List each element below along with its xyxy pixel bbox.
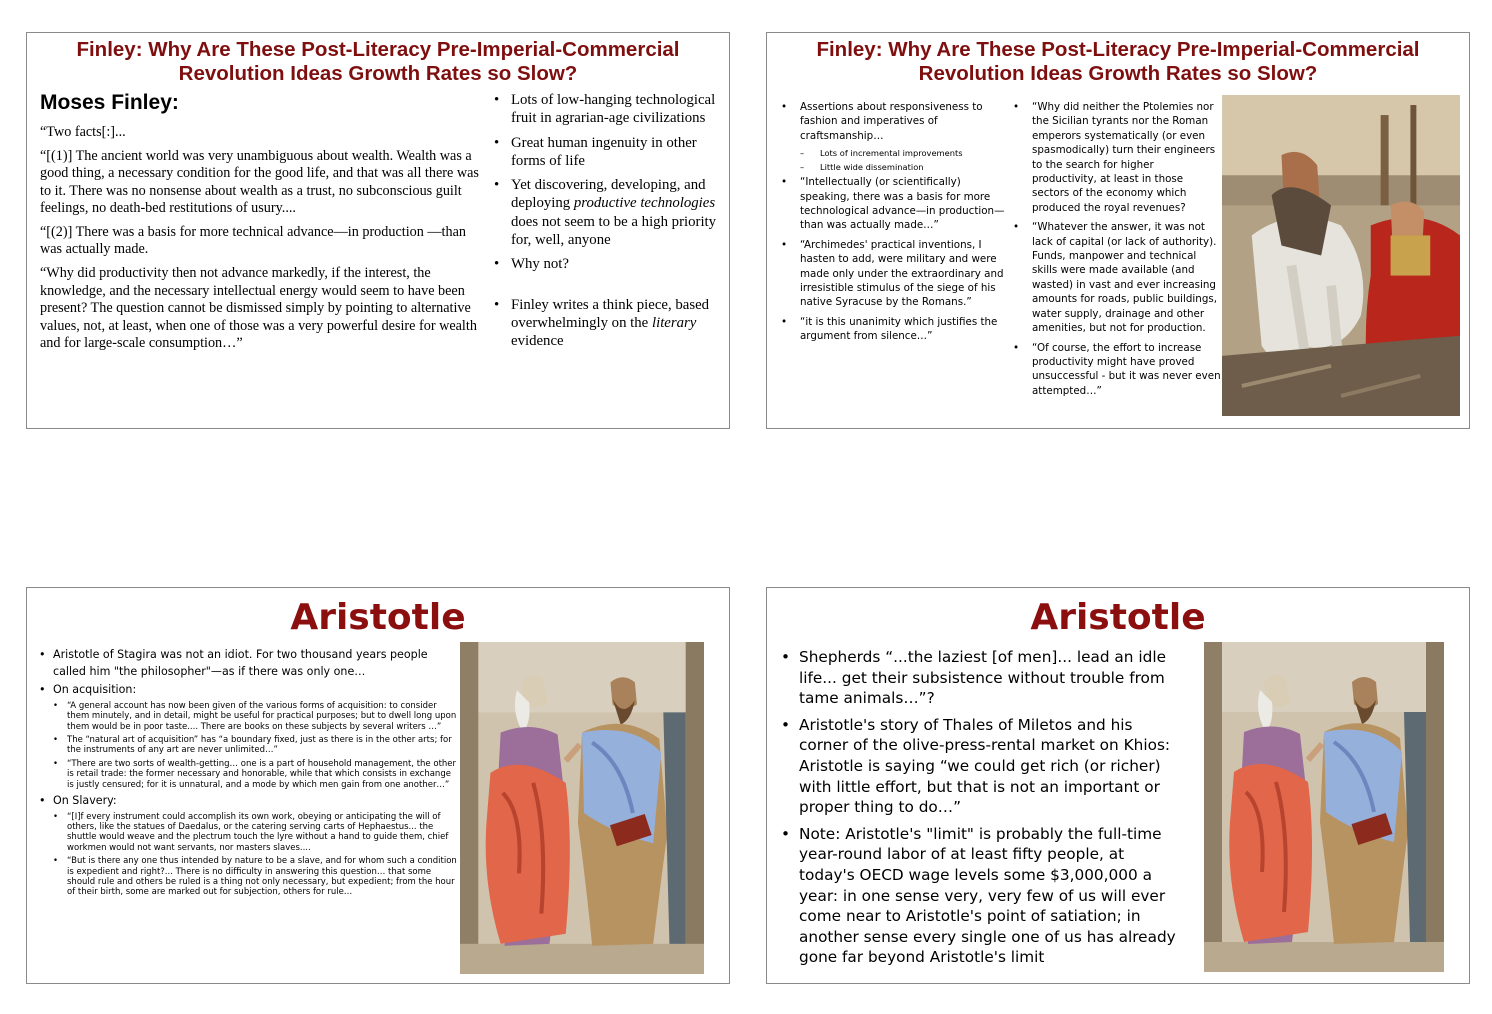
slide-finley-painting bbox=[766, 32, 1470, 429]
bullet-emphasis: literary bbox=[651, 314, 697, 331]
sub-bullet-item: – Little wide dissemination bbox=[781, 162, 1005, 174]
sub-bullet-item: • “There are two sorts of wealth-getting… one is a part of household management, the other is retail trade: the former necessary and honorable, while that which consists in exchange is justly censured; for it is unnatural, and a mode by which men gain from one another…” bbox=[37, 759, 457, 790]
bullet-item: • Shepherds “...the laziest [of men]... lead an idle life... get their subsistence without trouble from tame animals…”? bbox=[780, 647, 1180, 709]
bullet-list bbox=[37, 647, 457, 901]
bullet-item: • Lots of low-hanging technological fruit in agrarian-age civilizations bbox=[493, 91, 719, 128]
bullet-emphasis: productive technologies bbox=[573, 195, 716, 212]
bullet-text: Yet discovering, developing, and deploying bbox=[511, 177, 706, 212]
slide-title bbox=[767, 38, 1469, 86]
title-line-1: Finley: Why Are These Post-Literacy Pre-Imperial-Commercial bbox=[816, 38, 1420, 61]
sub-bullet-item: • “[I]f every instrument could accomplish its own work, obeying or anticipating the will of others, like the statues of Daedalus, or the catering serving carts of Hephaestus... the shuttle would weave and the plectrum touch the lyre without a hand to guide them, chief workmen would not want servants, nor masters slaves.... bbox=[37, 812, 457, 854]
bullet-item: • Great human ingenuity in other forms of life bbox=[493, 134, 719, 171]
bullet-text: does not seem to be a high priority for, well, anyone bbox=[511, 213, 717, 249]
bullet-item: • Assertions about responsiveness to fashion and imperatives of craftsmanship… bbox=[781, 100, 1005, 143]
bullet-text: Finley writes a think piece, based overwhelmingly on the bbox=[511, 296, 710, 331]
bullet-column-right bbox=[1013, 100, 1221, 403]
school-of-athens-painting bbox=[460, 642, 704, 974]
slide-finley-text bbox=[26, 32, 730, 429]
bullet-item bbox=[493, 296, 719, 351]
bullet-text: evidence bbox=[511, 333, 564, 350]
bullet-item: • “Archimedes' practical inventions, I hasten to add, were military and were made only under the extraordinary and irresistible stimulus of the siege of his native Syracuse by the Romans.” bbox=[781, 238, 1005, 310]
bullet-item: • Aristotle of Stagira was not an idiot. For two thousand years people called him "the philosopher"—as if there was only one… bbox=[37, 647, 457, 680]
slide-title bbox=[27, 38, 729, 86]
quote-paragraph: “Two facts[:]... bbox=[40, 124, 126, 140]
bullet-item: • On acquisition: bbox=[37, 682, 457, 699]
quote-paragraph: “[(1)] The ancient world was very unambiguous about wealth. Wealth was a good thing, a necessary condition for the good life, and that was all there was to it. There was no nonsense about wealth as a trust, no subconscious guilt feelings, no death-bed restitutions of usury.... bbox=[40, 147, 479, 217]
quote-paragraph: “[(2)] There was a basis for more technical advance—in production —than was actually made. bbox=[40, 224, 466, 258]
title-line-2: Revolution Ideas Growth Rates so Slow? bbox=[918, 62, 1318, 85]
bullet-item bbox=[493, 176, 719, 249]
bullet-list bbox=[780, 647, 1180, 974]
slide-aristotle-limit bbox=[766, 587, 1470, 984]
sub-bullet-item: • “But is there any one thus intended by nature to be a slave, and for whom such a condition is expedient and right?... There is no difficulty in answering this question… that some should rule and others be ruled is a thing not only necessary, but expedient; from the hour of their birth, some are marked out for subjection, others for rule… bbox=[37, 856, 457, 898]
bullet-item: • “Whatever the answer, it was not lack of capital (or lack of authority). Funds, manpower and technical skills were made available (and wasted) in vast and ever increasing amounts for roads, public buildings, water supply, drainage and other amenities, but not for production. bbox=[1013, 220, 1221, 335]
finley-quotes bbox=[40, 124, 480, 359]
bullet-list bbox=[493, 91, 719, 357]
sub-bullet-item: • “A general account has now been given of the various forms of acquisition: to consider them minutely, and in detail, might be useful for practical purposes; but to dwell long upon them would be in poor taste.... There are books on these subjects by several writers …” bbox=[37, 701, 457, 732]
vercingetorix-painting bbox=[1222, 95, 1460, 416]
bullet-item: • “Of course, the effort to increase productivity might have proved unsuccessful - but it was never even attempted…” bbox=[1013, 341, 1221, 399]
slide-heading: Moses Finley: bbox=[40, 91, 179, 114]
bullet-item: • “Why did neither the Ptolemies nor the Sicilian tyrants nor the Roman emperors systematically (or even spasmodically) turn their engineers to the search for higher productivity, at least in those sectors of the economy which produced the royal revenues? bbox=[1013, 100, 1221, 215]
sub-bullet-item: • The “natural art of acquisition” has “a boundary fixed, just as there is in the other arts; for the instruments of any art are never unlimited…” bbox=[37, 735, 457, 756]
bullet-item: • Aristotle's story of Thales of Miletos and his corner of the olive-press-rental market on Khios: Aristotle is saying “we could get rich (or richer) with little effort, but that is not an important or proper thing to do…” bbox=[780, 715, 1180, 818]
bullet-item: • Why not? bbox=[493, 255, 719, 273]
slide-title: Aristotle bbox=[1030, 597, 1206, 638]
quote-paragraph: “Why did productivity then not advance markedly, if the interest, the knowledge, and the necessary intellectual energy would seem to have been present? The question cannot be dismissed simply by pointing to alternative values, not, at least, when one of those was a very powerful desire for wealth and for large-scale consumption…” bbox=[40, 265, 477, 351]
bullet-item: • Note: Aristotle's "limit" is probably the full-time year-round labor of at least fifty people, at today's OECD wage levels some $3,000,000 a year: in one sense very, very few of us will ever come near to Aristotle's point of satiation; in another sense every single one of us has already gone far beyond Aristotle's limit bbox=[780, 824, 1180, 968]
school-of-athens-painting bbox=[1204, 642, 1444, 972]
sub-bullet-item: – Lots of incremental improvements bbox=[781, 148, 1005, 160]
slide-aristotle-quotes bbox=[26, 587, 730, 984]
bullet-item: • On Slavery: bbox=[37, 793, 457, 810]
bullet-item: • “Intellectually (or scientifically) speaking, there was a basis for more technological advance—in production—than was actually made…” bbox=[781, 175, 1005, 233]
title-line-2: Revolution Ideas Growth Rates so Slow? bbox=[178, 62, 578, 85]
bullet-column-left bbox=[781, 100, 1005, 349]
slide-title: Aristotle bbox=[290, 597, 466, 638]
bullet-item: • “it is this unanimity which justifies the argument from silence…” bbox=[781, 315, 1005, 344]
title-line-1: Finley: Why Are These Post-Literacy Pre-Imperial-Commercial bbox=[76, 38, 680, 61]
